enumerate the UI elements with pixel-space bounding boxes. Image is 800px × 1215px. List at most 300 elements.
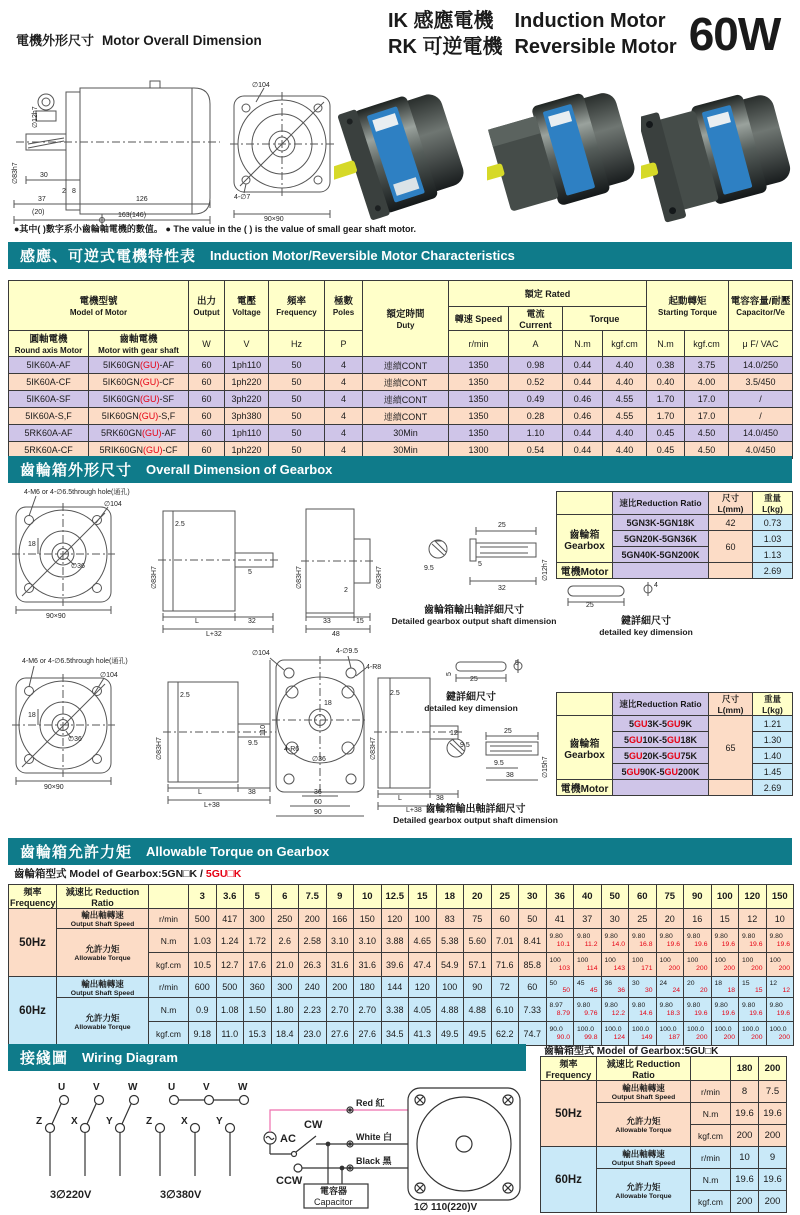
speed-value-cell: 200: [299, 909, 327, 929]
dimension-label: 4: [654, 582, 658, 589]
torque-nm-cell: 8.41: [519, 929, 547, 953]
motor-row-label: 電機Motor: [557, 563, 613, 579]
model-cell: 5RK60GN(GU)-AF: [89, 425, 189, 442]
gearbox-gn-spec-table: [556, 491, 793, 579]
col-header-starting-torque: 起動轉矩 Starting Torque: [647, 281, 729, 331]
unit-nm-start: N.m: [647, 331, 685, 357]
torque-kgfcm-cell: 100 200: [739, 953, 767, 977]
gearbox-model-subtitle-mid: Model of Gearbox:5GN□K /: [69, 868, 206, 880]
dimension-label: 25: [504, 728, 512, 735]
torque-nm-cell: 9.80 19.6: [766, 998, 794, 1022]
small-table-title-en: Model of Gearbox:5GU□K: [596, 1046, 719, 1057]
torque-nm-cell: 2.58: [299, 929, 327, 953]
reduction-ratio-cell: 5GU3K-5GU9K: [613, 716, 709, 732]
gearbox-col-header: 重量L(kg): [753, 693, 793, 716]
gearbox-col-header: 速比Reduction Ratio: [613, 492, 709, 515]
speed-value-cell: 12: [739, 909, 767, 929]
footnote-zh: ●其中( )數字系小齒輪軸電機的數值。: [14, 224, 163, 234]
speed-value-cell: 30: [601, 909, 629, 929]
frequency-band-label: 50Hz: [9, 909, 57, 977]
torque-nm-cell: 3.88: [381, 929, 409, 953]
model-cell: 5IK60GN(GU)-SF: [89, 391, 189, 408]
ratio-header: 減速比 Reduction Ratio: [597, 1057, 691, 1081]
speed-value-cell: 10: [731, 1147, 759, 1169]
gearbox-col-header: 尺寸L(mm): [709, 492, 753, 515]
torque-kgfcm-cell: 100.0 124: [601, 1022, 629, 1046]
terminal-y-label: Y: [106, 1116, 113, 1127]
type-induction-en: Induction Motor: [514, 10, 666, 32]
type-rk-zh: RK 可逆電機: [388, 36, 503, 58]
torque-kgfcm-cell: 100.0 99.8: [574, 1022, 602, 1046]
cw-label: CW: [304, 1119, 323, 1131]
torque-nm-cell: 9.80 14.0: [601, 929, 629, 953]
section-bar-wiring: [8, 1044, 526, 1071]
torque-kgfcm-cell: 100 200: [766, 953, 794, 977]
gearbox-model-subtitle-zh: 齒輪箱型式: [14, 868, 67, 880]
value-cell: 0.49: [509, 391, 563, 408]
value-cell: 4.50: [685, 425, 729, 442]
dimension-label: 90: [314, 809, 322, 816]
key-detail-linework: [556, 576, 736, 616]
voltage-380-label: 3∅380V: [160, 1189, 202, 1201]
ratio-value-header: 90: [684, 885, 712, 909]
dimension-label: 4-R8: [366, 664, 382, 671]
motor-photo-round-shaft: [334, 74, 483, 232]
reduction-ratio-cell: 5GN3K-5GN18K: [613, 515, 709, 531]
torque-kgfcm-cell: 100.0 200: [766, 1022, 794, 1046]
dimension-label: 8: [72, 188, 76, 195]
torque-kgfcm-cell: 9.18: [189, 1022, 217, 1046]
torque-nm-cell: 9.80 19.6: [711, 998, 739, 1022]
dimension-label: 32: [248, 618, 256, 625]
product-type-header: [388, 8, 780, 60]
wire-black-label: Black 黑: [356, 1156, 392, 1166]
dimension-label: 4-R6: [284, 746, 300, 753]
speed-value-cell: 150: [354, 909, 382, 929]
value-cell: 14.0/450: [729, 425, 793, 442]
empty-cell: [709, 780, 753, 796]
value-cell: 4.40: [603, 442, 647, 459]
output-shaft-speed-label: 輸出軸轉速 Output Shaft Speed: [597, 1081, 691, 1103]
speed-value-cell: 100: [409, 909, 437, 929]
dimension-label: ∅104: [100, 672, 118, 679]
key-detail-caption-en: detailed key dimension: [599, 627, 693, 637]
key-detail-caption-zh: 鍵詳細尺寸: [621, 616, 671, 627]
torque-kgfcm-cell: 10.5: [189, 953, 217, 977]
dimension-label: 38: [436, 795, 444, 802]
section-title-zh: 接綫圖: [20, 1050, 69, 1067]
dimension-label: 163(146): [118, 212, 147, 219]
terminal-z2-label: Z: [146, 1116, 153, 1127]
weight-cell: 2.69: [753, 780, 793, 796]
torque-kgfcm-cell: 39.6: [381, 953, 409, 977]
torque-kgfcm-cell: 49.5: [464, 1022, 492, 1046]
torque-nm-cell: 9.80 16.8: [629, 929, 657, 953]
value-cell: 1.10: [509, 425, 563, 442]
torque-nm-cell: 3.10: [326, 929, 354, 953]
weight-cell: 1.13: [753, 547, 793, 563]
col-header-frequency: 頻率 Frequency: [269, 281, 325, 331]
torque-nm-cell: 5.60: [464, 929, 492, 953]
section-title-en: Wiring Diagram: [82, 1050, 178, 1065]
small-table-title: [544, 1042, 718, 1057]
torque-nm-cell: 3.38: [381, 998, 409, 1022]
unit-kgfcm: kgf.cm: [603, 331, 647, 357]
ratio-value-header: 7.5: [299, 885, 327, 909]
value-cell: /: [729, 391, 793, 408]
value-cell: 17.0: [685, 391, 729, 408]
dimension-label: 9.5: [460, 742, 470, 749]
type-reversible-en: Reversible Motor: [514, 36, 677, 58]
unit-cell: kgf.cm: [149, 953, 189, 977]
torque-nm-cell: 4.88: [436, 998, 464, 1022]
value-cell: /: [729, 408, 793, 425]
unit-cell: kgf.cm: [691, 1125, 731, 1147]
torque-kgfcm-cell: 26.3: [299, 953, 327, 977]
speed-value-cell: 200: [326, 977, 354, 998]
dimension-label: 5: [248, 569, 252, 576]
dimension-label: ∅83h7: [12, 162, 19, 184]
footnote-en: ● The value in the ( ) is the value of small gear shaft motor.: [165, 224, 416, 234]
value-cell: 50: [269, 408, 325, 425]
key-detail-gn: [556, 576, 736, 646]
weight-cell: 1.21: [753, 716, 793, 732]
model-cell: 5IK60GN(GU)-S,F: [89, 408, 189, 425]
model-cell: 5IK60GN(GU)-CF: [89, 374, 189, 391]
speed-value-cell: 8: [731, 1081, 759, 1103]
value-cell: 0.54: [509, 442, 563, 459]
dimension-label: 4-∅9.5: [336, 648, 359, 655]
value-cell: 4.55: [603, 408, 647, 425]
value-cell: 4.50: [685, 442, 729, 459]
dimension-label: 25: [586, 602, 594, 609]
value-cell: 17.0: [685, 408, 729, 425]
speed-value-cell: 7.5: [759, 1081, 787, 1103]
type-names-en: [514, 8, 676, 60]
torque-nm-cell: 1.80: [271, 998, 299, 1022]
torque-kgfcm-cell: 100.0 200: [684, 1022, 712, 1046]
ratio-value-header: 15: [409, 885, 437, 909]
torque-nm-cell: 9.80 14.6: [629, 998, 657, 1022]
torque-kgfcm-cell: 15.3: [244, 1022, 272, 1046]
dimension-label: 18: [324, 700, 332, 707]
terminal-v-label: V: [93, 1082, 100, 1093]
dimension-label: 126: [136, 196, 148, 203]
motor-drawing-linework: [6, 80, 338, 232]
weight-cell: 1.30: [753, 732, 793, 748]
terminal-x-label: X: [71, 1116, 78, 1127]
torque-kgfcm-cell: 100.0 200: [711, 1022, 739, 1046]
unit-uf-vac: μ F/ VAC: [729, 331, 793, 357]
key-detail-caption-zh: 鍵詳細尺寸: [446, 692, 496, 703]
value-cell: 連續CONT: [363, 374, 449, 391]
dimension-label: ∅83H7: [370, 737, 377, 760]
model-cell: 5RK60A-AF: [9, 425, 89, 442]
terminal-v2-label: V: [203, 1082, 210, 1093]
unit-cell: kgf.cm: [691, 1191, 731, 1213]
torque-kgfcm-cell: 31.6: [326, 953, 354, 977]
torque-nm-cell: 4.05: [409, 998, 437, 1022]
torque-kgfcm-cell: 47.4: [409, 953, 437, 977]
torque-nm-cell: 1.24: [216, 929, 244, 953]
model-cell: 5IK60A-SF: [9, 391, 89, 408]
value-cell: 4.40: [603, 357, 647, 374]
section-title-en: Overall Dimension of Gearbox: [146, 462, 333, 477]
unit-cell: r/min: [691, 1147, 731, 1169]
dimension-label: 90×90: [44, 784, 64, 791]
dimension-label: 25: [470, 676, 478, 683]
characteristics-table: [8, 280, 793, 459]
dimension-label: ∅104: [104, 501, 122, 508]
dimension-label: 4-M6 or 4-∅6.5through hole(通孔): [22, 658, 128, 665]
torque-nm-cell: 8.97 8.79: [546, 998, 574, 1022]
dimension-label: 2: [62, 188, 66, 195]
speed-value-cell: 120: [381, 909, 409, 929]
speed-value-cell: 240: [299, 977, 327, 998]
dimension-label: 15: [356, 618, 364, 625]
unit-kgfcm-start: kgf.cm: [685, 331, 729, 357]
torque-nm-cell: 9.80 19.6: [656, 929, 684, 953]
value-cell: 3ph380: [225, 408, 269, 425]
torque-kgfcm-cell: 100 200: [656, 953, 684, 977]
ratio-value-header: 18: [436, 885, 464, 909]
dimension-label: ∅83H7: [296, 566, 303, 589]
frequency-band-label: 60Hz: [9, 977, 57, 1046]
dimension-label: 38: [506, 772, 514, 779]
model-cell: 5IK60A-S,F: [9, 408, 89, 425]
gearbox-col-header: 重量L(kg): [753, 492, 793, 515]
speed-value-cell: 360: [244, 977, 272, 998]
terminal-u2-label: U: [168, 1082, 176, 1093]
dimension-label: ∅15h7: [542, 756, 549, 778]
ratio-value-header: 9: [326, 885, 354, 909]
value-cell: 連續CONT: [363, 391, 449, 408]
length-cell: 65: [709, 716, 753, 780]
torque-kgfcm-cell: 71.6: [491, 953, 519, 977]
ratio-value-header: 100: [711, 885, 739, 909]
value-cell: 60: [189, 391, 225, 408]
value-cell: 60: [189, 408, 225, 425]
col-header-model: 電機型號 Model of Motor: [9, 281, 189, 331]
page-title: [16, 30, 262, 50]
dimension-label: 38: [248, 789, 256, 796]
torque-nm-cell: 4.88: [464, 998, 492, 1022]
value-cell: 4.55: [603, 391, 647, 408]
unit-rmin: r/min: [449, 331, 509, 357]
weight-cell: 1.40: [753, 748, 793, 764]
unit-cell: N.m: [149, 998, 189, 1022]
gearbox-col-header: 速比Reduction Ratio: [613, 693, 709, 716]
torque-kgfcm-cell: 100 200: [684, 953, 712, 977]
dimension-label: 9.5: [494, 760, 504, 767]
supply-label: 1∅ 110(220)V: [414, 1202, 478, 1212]
speed-value-cell: 75: [464, 909, 492, 929]
unit-p: P: [325, 331, 363, 357]
shaft-detail-caption-zh: 齒輪箱輸出軸詳細尺寸: [424, 605, 524, 616]
col-header-torque: Torque: [563, 307, 647, 331]
wiring-diagram: [8, 1076, 538, 1212]
dimension-label: 36: [314, 789, 322, 796]
reduction-ratio-cell: 5GN40K-5GN200K: [613, 547, 709, 563]
page-title-zh: 電機外形尺寸: [16, 33, 95, 48]
frequency-header: 頻率 Frequency: [9, 885, 57, 909]
dimension-label: 33: [323, 618, 331, 625]
value-cell: 60: [189, 425, 225, 442]
section-bar-allowable-torque: [8, 838, 792, 865]
dimension-label: 9.5: [248, 740, 258, 747]
torque-kgfcm-cell: 100.0 187: [656, 1022, 684, 1046]
torque-kgfcm-cell: 100 103: [546, 953, 574, 977]
dimension-label: 48: [332, 631, 340, 638]
ratio-value-header: 120: [739, 885, 767, 909]
characteristics-row: [9, 374, 793, 391]
gearbox-gu-spec-table: [556, 692, 793, 796]
value-cell: 30Min: [363, 425, 449, 442]
frequency-header: 頻率 Frequency: [541, 1057, 597, 1081]
unit-v: V: [225, 331, 269, 357]
torque-nm-cell: 2.70: [354, 998, 382, 1022]
speed-value-cell: 600: [189, 977, 217, 998]
length-cell: 42: [709, 515, 753, 531]
speed-value-cell: 83: [436, 909, 464, 929]
section-title-zh: 齒輪箱外形尺寸: [20, 462, 133, 479]
ratio-value-header: 25: [491, 885, 519, 909]
speed-value-cell: 20: [656, 909, 684, 929]
value-cell: 3.5/450: [729, 374, 793, 391]
value-cell: 60: [189, 374, 225, 391]
model-cell: 5RK60A-CF: [9, 442, 89, 459]
gearbox-group-label: 齒輪箱 Gearbox: [557, 716, 613, 780]
unit-cell: r/min: [149, 909, 189, 929]
motor-photo-gearbox: [487, 74, 638, 232]
value-cell: 連續CONT: [363, 408, 449, 425]
dimension-label: 2.5: [180, 692, 190, 699]
value-cell: 1.70: [647, 408, 685, 425]
dimension-label: 2: [344, 587, 348, 594]
dimension-label: 2.5: [390, 690, 400, 697]
speed-value-cell: 9: [759, 1147, 787, 1169]
ratio-value-header: 36: [546, 885, 574, 909]
col-header-gear-shaft: 齒軸電機 Motor with gear shaft: [89, 331, 189, 357]
type-names-zh: [388, 8, 502, 60]
weight-cell: 1.45: [753, 764, 793, 780]
torque-kgfcm-cell: 100 171: [629, 953, 657, 977]
ratio-value-header: 6: [271, 885, 299, 909]
value-cell: 0.98: [509, 357, 563, 374]
dimension-label: 4-∅7: [234, 194, 251, 201]
torque-nm-cell: 3.10: [354, 929, 382, 953]
section-title-en: Induction Motor/Reversible Motor Characteristics: [210, 248, 515, 263]
value-cell: 1ph110: [225, 357, 269, 374]
speed-value-cell: 25: [629, 909, 657, 929]
model-cell: 5IK60A-CF: [9, 374, 89, 391]
value-cell: 0.45: [647, 442, 685, 459]
dimension-label: 2.5: [175, 521, 185, 528]
dimension-label: 9.5: [424, 565, 434, 572]
unit-hz: Hz: [269, 331, 325, 357]
wiring-linework: [8, 1076, 538, 1212]
value-cell: 1ph220: [225, 374, 269, 391]
dimension-label: 37: [38, 196, 46, 203]
dimension-label: 18: [28, 541, 36, 548]
speed-value-cell: 120: [409, 977, 437, 998]
torque-nm-cell: 9.80 11.2: [574, 929, 602, 953]
dimension-label: 90×90: [46, 613, 66, 620]
torque-kgfcm-cell: 54.9: [436, 953, 464, 977]
torque-nm-cell: 9.80 19.6: [684, 998, 712, 1022]
value-cell: 4.00: [685, 374, 729, 391]
torque-nm-cell: 5.38: [436, 929, 464, 953]
value-cell: 0.44: [563, 442, 603, 459]
shaft-detail-caption-en: Detailed gearbox output shaft dimension: [393, 815, 558, 825]
torque-nm-cell: 9.80 10.1: [546, 929, 574, 953]
reduction-ratio-cell: 5GU90K-5GU200K: [613, 764, 709, 780]
torque-nm-cell: 2.23: [299, 998, 327, 1022]
dimension-label: 30: [40, 172, 48, 179]
ratio-value-header: 20: [464, 885, 492, 909]
torque-nm-cell: 2.70: [326, 998, 354, 1022]
torque-kgfcm-cell: 90.0 90.0: [546, 1022, 574, 1046]
col-header-capacitor: 電容容量/耐壓 Capacitor/Ve: [729, 281, 793, 331]
torque-nm-cell: 19.6: [731, 1169, 759, 1191]
torque-nm-cell: 9.80 18.3: [656, 998, 684, 1022]
dimension-label: 18: [28, 712, 36, 719]
model-cell: 5RIK60GN(GU)-CF: [89, 442, 189, 459]
gearbox-model-subtitle-gu: 5GU□K: [205, 868, 242, 880]
value-cell: 3ph220: [225, 391, 269, 408]
dimension-label: ∅104: [252, 650, 270, 657]
speed-value-cell: 180: [354, 977, 382, 998]
unit-nm: N.m: [563, 331, 603, 357]
small-table-title-zh: 齒輪箱型式: [544, 1046, 594, 1057]
reduction-ratio-cell: 5GN20K-5GN36K: [613, 531, 709, 547]
torque-nm-cell: 6.10: [491, 998, 519, 1022]
type-ik-zh: IK 感應電機: [388, 10, 494, 32]
torque-kgfcm-cell: 200: [759, 1125, 787, 1147]
ratio-value-header: 30: [519, 885, 547, 909]
dimension-label: 110: [260, 724, 267, 736]
value-cell: 0.45: [647, 425, 685, 442]
speed-value-cell: 30 30: [629, 977, 657, 998]
torque-nm-cell: 1.03: [189, 929, 217, 953]
torque-kgfcm-cell: 200: [759, 1191, 787, 1213]
value-cell: 50: [269, 357, 325, 374]
product-photos: [334, 74, 796, 234]
torque-nm-cell: 19.6: [759, 1103, 787, 1125]
speed-value-cell: 417: [216, 909, 244, 929]
key-detail-caption: [406, 688, 536, 713]
ratio-value-header: 40: [574, 885, 602, 909]
torque-kgfcm-cell: 200: [731, 1125, 759, 1147]
value-cell: 4: [325, 442, 363, 459]
wattage-label: 60W: [688, 8, 781, 60]
speed-value-cell: 250: [271, 909, 299, 929]
wire-white-label: White 白: [356, 1132, 392, 1142]
dimension-label: ∅83H7: [151, 566, 158, 589]
torque-nm-cell: 9.80 19.6: [739, 998, 767, 1022]
characteristics-row: [9, 425, 793, 442]
speed-value-cell: 37: [574, 909, 602, 929]
gearbox-model-subtitle: [14, 866, 241, 881]
value-cell: 50: [269, 374, 325, 391]
footnote: [14, 222, 416, 235]
section-title-zh: 齒輪箱允許力矩: [20, 844, 133, 861]
gearbox-col-header: [557, 693, 613, 716]
output-shaft-speed-label: 輸出軸轉速 Output Shaft Speed: [57, 977, 149, 998]
gearbox-gn-dimension-drawing: [8, 489, 556, 647]
col-header-voltage: 電壓 Voltage: [225, 281, 269, 331]
characteristics-row: [9, 408, 793, 425]
